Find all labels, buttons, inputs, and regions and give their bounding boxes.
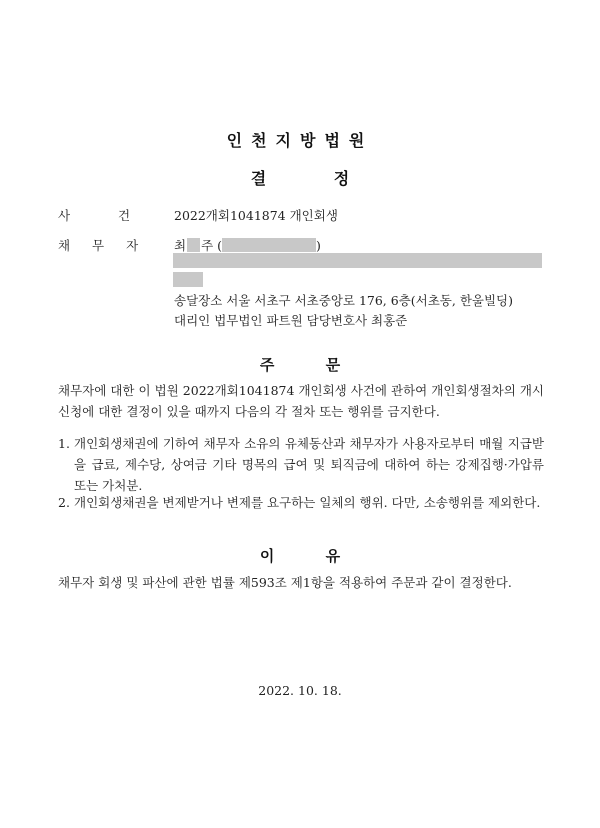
redacted-address-line-1 <box>173 253 542 268</box>
service-address: 송달장소 서울 서초구 서초중앙로 176, 6층(서초동, 한울빌딩) <box>174 293 514 308</box>
debtor-label <box>58 236 148 254</box>
case-label-text: 사 건 <box>58 208 131 223</box>
order-heading: 주 문 <box>259 356 341 374</box>
document-type-title: 결 정 <box>250 169 350 188</box>
order-intro: 채무자에 대한 이 법원 2022개회1041874 개인회생 사건에 관하여 개인회생절차의 개시신청에 대한 결정이 있을 때까지 다음의 각 절차 또는 행위를 금지한다. <box>58 383 544 419</box>
case-label <box>58 206 148 224</box>
order-item-text: 개인회생채권에 기하여 채무자 소유의 유체동산과 채무자가 사용자로부터 매월 지급받을 급료, 제수당, 상여금 기타 명목의 급여 및 퇴직금에 대하여 하는 강제집행·가압류 또는 가처분. <box>74 436 544 493</box>
reason-text: 채무자 회생 및 파산에 관한 법률 제593조 제1항을 적용하여 주문과 같이 결정한다. <box>58 575 512 590</box>
debtor-label-text: 채 무 자 <box>58 238 139 253</box>
order-item-text: 개인회생채권을 변제받거나 변제를 요구하는 일체의 행위. 다만, 소송행위를 제외한다. <box>74 495 541 510</box>
redacted-address-line-2 <box>173 272 203 287</box>
decision-date: 2022. 10. 18. <box>258 683 342 698</box>
order-item-number: 1. <box>58 436 70 451</box>
redacted-name-part <box>187 238 200 252</box>
debtor-name-suffix: ) <box>316 238 321 253</box>
order-item-2 <box>58 492 544 513</box>
legal-agent: 대리인 법무법인 파트원 담당변호사 최홍준 <box>174 313 408 328</box>
case-number: 2022개회1041874 개인회생 <box>174 208 338 223</box>
reason-heading: 이 유 <box>259 547 341 565</box>
order-item-number: 2. <box>58 495 70 510</box>
redacted-id <box>222 238 316 252</box>
debtor-name <box>174 236 321 254</box>
court-name: 인천지방법원 <box>226 131 374 150</box>
order-item-1 <box>58 433 544 496</box>
debtor-name-prefix: 최 <box>174 238 187 253</box>
debtor-name-middle: 주 ( <box>201 238 223 253</box>
